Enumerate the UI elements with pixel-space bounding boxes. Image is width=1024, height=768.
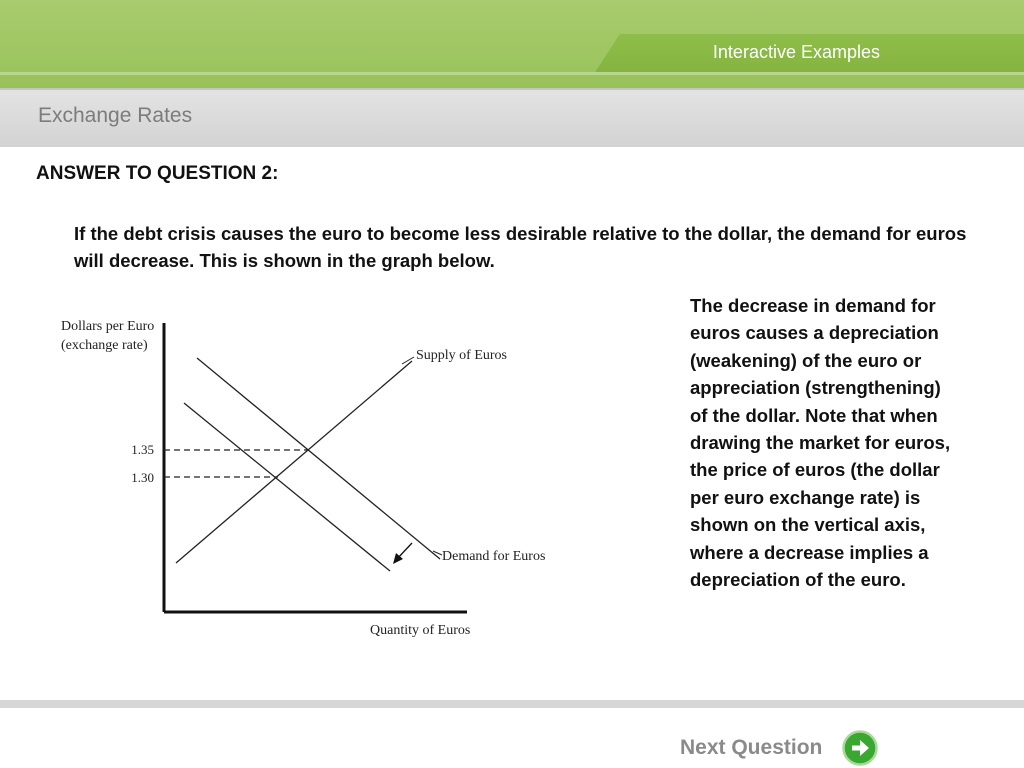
demand-curve-label: Demand for Euros bbox=[442, 549, 546, 564]
y-axis-label-line2: (exchange rate) bbox=[61, 338, 148, 353]
banner-divider bbox=[0, 72, 1024, 75]
y-tick-1-35: 1.35 bbox=[131, 442, 154, 457]
new-demand-curve bbox=[184, 403, 390, 571]
supply-curve bbox=[176, 361, 412, 563]
answer-heading: ANSWER TO QUESTION 2: bbox=[36, 163, 279, 184]
y-tick-1-30: 1.30 bbox=[131, 470, 154, 485]
explanation-text: The decrease in demand for euros causes a depreciation (weakening) of the euro or appreciation (strengthening) of the dollar. Note that when drawing the market for euros, the price of euros (the dollar per euro exchange rate) is shown on the vertical axis, where a decrease implies a depreciation of the euro. bbox=[690, 295, 951, 591]
arrow-right-circle-icon[interactable] bbox=[842, 730, 878, 766]
original-demand-curve bbox=[197, 358, 440, 559]
banner-title: Interactive Examples bbox=[712, 42, 880, 62]
y-axis-label-line1: Dollars per Euro bbox=[61, 319, 155, 334]
next-question-button[interactable] bbox=[680, 730, 878, 766]
top-banner bbox=[0, 0, 1024, 88]
x-axis-label: Quantity of Euros bbox=[370, 623, 471, 638]
section-title: Exchange Rates bbox=[38, 104, 193, 127]
intro-text: If the debt crisis causes the euro to become less desirable relative to the dollar, the demand for euros will decrease. This is shown in the graph below. bbox=[74, 223, 967, 271]
footer-divider bbox=[0, 700, 1024, 708]
supply-label-leader bbox=[402, 357, 414, 364]
supply-curve-label: Supply of Euros bbox=[416, 348, 507, 363]
next-question-label[interactable]: Next Question bbox=[680, 736, 823, 759]
exchange-rate-chart bbox=[50, 305, 570, 650]
